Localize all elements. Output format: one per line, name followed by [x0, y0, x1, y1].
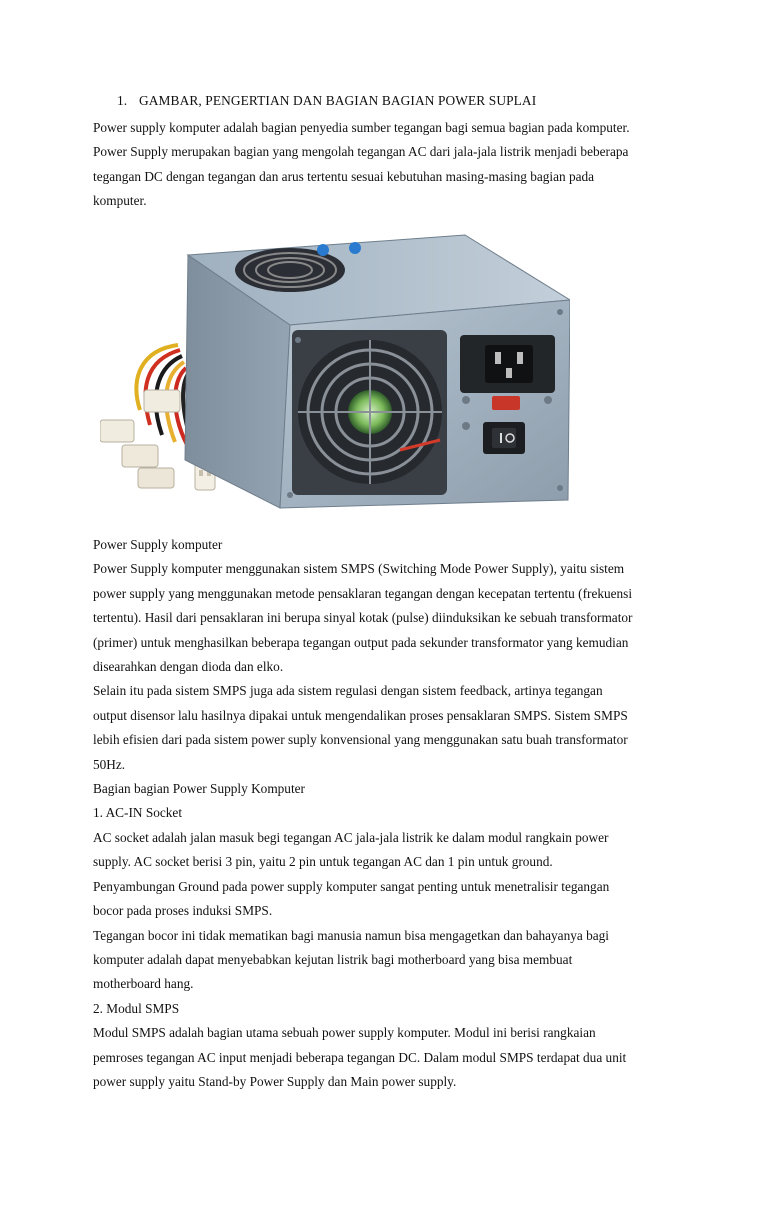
body-line: Modul SMPS adalah bagian utama sebuah power supply komputer. Modul ini berisi rangkaian [93, 1025, 596, 1041]
body-line: Selain itu pada sistem SMPS juga ada sistem regulasi dengan sistem feedback, artinya tegangan [93, 683, 603, 699]
subheading: 1. AC-IN Socket [93, 805, 183, 821]
body-line: power supply yaitu Stand-by Power Supply dan Main power supply. [93, 1073, 457, 1089]
body-line: (primer) untuk menghasilkan beberapa tegangan output pada sekunder transformator yang kemudian [93, 634, 629, 650]
subheading: Bagian bagian Power Supply Komputer [93, 781, 305, 797]
intro-line: Power Supply merupakan bagian yang mengolah tegangan AC dari jala-jala listrik menjadi beberapa [93, 144, 629, 160]
body-line: Power Supply komputer menggunakan sistem SMPS (Switching Mode Power Supply), yaitu sistem [93, 561, 625, 577]
body-line: 50Hz. [93, 756, 126, 772]
body-line: Penyambungan Ground pada power supply komputer sangat penting untuk menetralisir tegangan [93, 878, 610, 894]
body-line: output disensor lalu hasilnya dipakai untuk mengendalikan proses pensaklaran SMPS. Sistem SMPS [93, 707, 628, 723]
voltage-selector [492, 396, 520, 410]
front-fan [292, 330, 447, 495]
subheading: Power Supply komputer [93, 537, 223, 552]
body-line: motherboard hang. [93, 976, 194, 992]
body-line: komputer adalah dapat menyebabkan kejutan listrik bagi motherboard yang bisa membuat [93, 951, 573, 967]
heading-text: GAMBAR, PENGERTIAN DAN BAGIAN BAGIAN POWER SUPLAI [139, 93, 537, 108]
intro-line: Power supply komputer adalah bagian penyedia sumber tegangan bagi semua bagian pada komputer. [93, 120, 630, 135]
subheading: 2. Modul SMPS [93, 1000, 180, 1016]
body-line: AC socket adalah jalan masuk begi tegangan AC jala-jala listrik ke dalam modul rangkain power [93, 829, 609, 845]
body-line: tertentu). Hasil dari pensaklaran ini berupa sinyal kotak (pulse) diinduksikan ke sebuah transformator [93, 610, 633, 626]
body-line: supply. AC socket berisi 3 pin, yaitu 2 pin untuk tegangan AC dan 1 pin untuk ground. [93, 854, 553, 870]
intro-line: komputer. [93, 193, 147, 209]
body-line: Tegangan bocor ini tidak mematikan bagi manusia namun bisa mengagetkan dan bahayanya bagi [93, 927, 610, 943]
body-line: bocor pada proses induksi SMPS. [93, 903, 273, 919]
body-line: power supply yang menggunakan metode pensaklaran tegangan dengan kecepatan tertentu (frekuensi [93, 585, 633, 601]
body-text [93, 533, 683, 1094]
intro-line: tegangan DC dengan tegangan dan arus tertentu sesuai kebutuhan masing-masing bagian pada [93, 168, 595, 184]
section-heading [117, 93, 536, 109]
intro-paragraph [93, 116, 683, 214]
ac-in-socket [460, 335, 555, 393]
psu-photo [100, 230, 570, 525]
power-switch [483, 422, 525, 454]
body-line: disearahkan dengan dioda dan elko. [93, 659, 284, 675]
body-line: lebih efisien dari pada sistem power suply konvensional yang menggunakan satu buah transformator [93, 732, 628, 748]
heading-number: 1. [117, 93, 128, 108]
body-line: pemroses tegangan AC input menjadi beberapa tegangan DC. Dalam modul SMPS terdapat dua unit [93, 1049, 627, 1065]
